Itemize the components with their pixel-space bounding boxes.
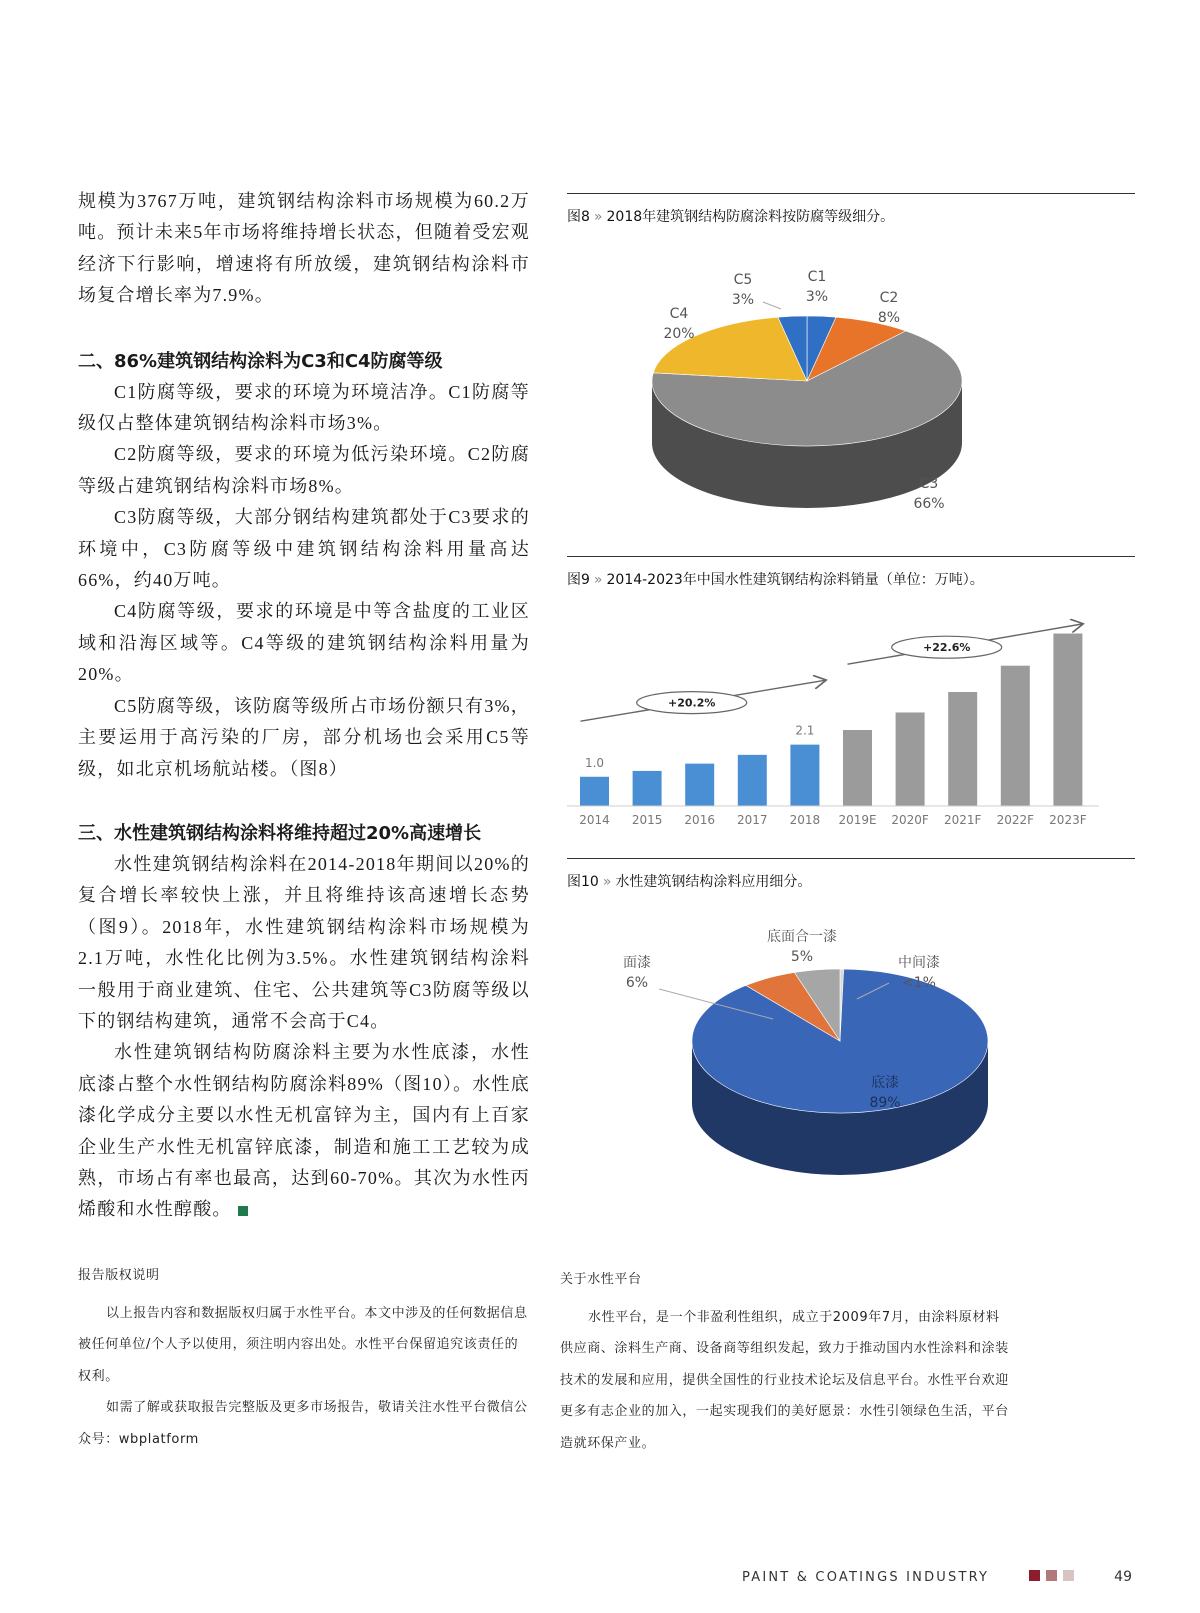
article-body [78, 186, 530, 1226]
paragraph-c3: C3防腐等级，大部分钢结构建筑都处于C3要求的环境中，C3防腐等级中建筑钢结构涂料用量高达66%，约40万吨。 [78, 507, 530, 591]
data-label-2014: 1.0 [584, 755, 605, 770]
pie-label-value-C4: 20% [663, 326, 695, 342]
x-tick-2016: 2016 [684, 813, 715, 827]
pie-label-name-底漆: 底漆 [871, 1075, 899, 1091]
copyright-follow: 如需了解或获取报告完整版及更多市场报告，敬请关注水性平台微信公众号：wbplatform [78, 1400, 528, 1447]
x-tick-2017: 2017 [737, 813, 768, 827]
page-number: 49 [1114, 1569, 1132, 1585]
pie-leader-line [763, 302, 781, 309]
section-heading-2: 二、86%建筑钢结构涂料为C3和C4防腐等级 [78, 350, 443, 372]
growth-label: +20.2% [668, 696, 716, 710]
figure-8-title: 2018年建筑钢结构防腐涂料按防腐等级细分。 [606, 209, 895, 225]
bar-2023F [1053, 634, 1082, 806]
bar-2014 [580, 777, 609, 806]
figure-8-rule [567, 193, 1135, 194]
paragraph-c4: C4防腐等级，要求的环境是中等含盐度的工业区域和沿海区域等。C4等级的建筑钢结构涂料用量为20%。 [78, 601, 530, 685]
paragraph-waterborne-primer [78, 1037, 530, 1225]
pie-chart-application [567, 891, 1135, 1191]
x-tick-2023F: 2023F [1049, 813, 1087, 827]
paragraph-c2: C2防腐等级，要求的环境为低污染环境。C2防腐等级占建筑钢结构涂料市场8%。 [78, 444, 530, 496]
x-tick-labels [579, 813, 1086, 827]
bars [580, 634, 1082, 806]
footer-square-icon [1029, 1570, 1040, 1581]
pie-label-name-C2: C2 [879, 290, 899, 306]
pie-label-value-中间漆: <1% [902, 975, 936, 991]
figure-9-number: 图9 [567, 572, 590, 588]
caption-arrow-icon: » [593, 209, 603, 225]
pie-label-name-中间漆: 中间漆 [898, 955, 940, 971]
footer-square-icon [1046, 1570, 1057, 1581]
x-tick-2018: 2018 [789, 813, 821, 827]
x-tick-2019E: 2019E [838, 813, 877, 827]
pie-label-name-C1: C1 [807, 269, 827, 285]
figure-10-caption [567, 871, 1135, 891]
pie-label-name-C5: C5 [733, 272, 753, 288]
pie-label-name-底面合一漆: 底面合一漆 [767, 929, 837, 945]
data-label-2018: 2.1 [795, 723, 815, 738]
paragraph-c5: C5防腐等级，该防腐等级所占市场份额只有3%，主要运用于高污染的厂房，部分机场也会采用C5等级，如北京机场航站楼。（图8） [78, 695, 530, 779]
bar-2020F [896, 712, 925, 806]
pie-label-value-底漆: 89% [869, 1095, 901, 1111]
paragraph-waterborne-growth: 水性建筑钢结构涂料在2014-2018年期间以20%的复合增长率较快上涨，并且将维持该高速增长态势（图9）。2018年，水性建筑钢结构涂料市场规模为2.1万吨，水性化比例为3.5%。水性建筑钢结构涂料一般用于商业建筑、住宅、公共建筑等C3防腐等级以下的钢结构建筑，通常不会高于C4。 [78, 853, 530, 1031]
pie-label-name-面漆: 面漆 [623, 955, 651, 971]
footer-squares [1023, 1570, 1074, 1585]
about-title: 关于水性平台 [560, 1272, 642, 1287]
footer-square-icon [1063, 1570, 1074, 1581]
copyright-text: 以上报告内容和数据版权归属于水性平台。本文中涉及的任何数据信息被任何单位/个人予以使用，须注明内容出处。水性平台保留追究该责任的权利。 [78, 1305, 528, 1384]
bar-2015 [633, 771, 662, 806]
figure-9-caption [567, 569, 1135, 589]
figure-9 [567, 556, 1135, 856]
paragraph-waterborne-primer-text: 水性建筑钢结构防腐涂料主要为水性底漆，水性底漆占整个水性钢结构防腐涂料89%（图10）。水性底漆化学成分主要以水性无机富锌为主，国内有上百家企业生产水性无机富锌底漆，制造和施工工艺较为成熟，市场占有率也最高，达到60-70%。其次为水性丙烯酸和水性醇酸。 [78, 1042, 530, 1220]
bar-2016 [685, 764, 714, 806]
pie-label-value-C2: 8% [877, 310, 901, 326]
x-tick-2014: 2014 [579, 813, 610, 827]
figure-8 [567, 193, 1135, 533]
caption-arrow-icon: » [593, 572, 603, 588]
figure-10 [567, 858, 1135, 1198]
journal-name: PAINT & COATINGS INDUSTRY [742, 1569, 990, 1585]
pie-label-value-底面合一漆: 5% [790, 949, 814, 965]
paragraph-c1: C1防腐等级，要求的环境为环境洁净。C1防腐等级仅占整体建筑钢结构涂料市场3%。 [78, 381, 530, 434]
figure-8-number: 图8 [567, 209, 590, 225]
x-tick-2020F: 2020F [891, 813, 929, 827]
pie-label-value-C1: 3% [805, 289, 829, 305]
end-mark-icon [238, 1206, 248, 1216]
copyright-note [78, 1260, 530, 1455]
figure-8-caption [567, 206, 1135, 226]
pie-label-value-C3: 66% [913, 496, 945, 512]
bar-2017 [738, 755, 767, 806]
figure-10-title: 水性建筑钢结构涂料应用细分。 [615, 874, 812, 890]
bar-2022F [1001, 666, 1030, 806]
about-note [560, 1264, 1012, 1459]
x-tick-2021F: 2021F [943, 813, 982, 827]
copyright-title: 报告版权说明 [78, 1268, 160, 1283]
about-text: 水性平台，是一个非盈利性组织，成立于2009年7月，由涂料原材料供应商、涂料生产商、设备商等组织发起，致力于推动国内水性涂料和涂装技术的发展和应用，提供全国性的行业技术论坛及信息平台。水性平台欢迎更多有志企业的加入，一起实现我们的美好愿景：水性引领绿色生活，平台造就环保产业。 [560, 1309, 1009, 1451]
pie-label-value-C5: 3% [731, 292, 755, 308]
figure-10-rule [567, 858, 1135, 859]
pie-label-name-C4: C4 [669, 306, 689, 322]
pie-top [692, 969, 988, 1113]
bar-2021F [948, 692, 977, 806]
pie-label-value-面漆: 6% [625, 975, 649, 991]
page-footer [742, 1569, 1132, 1585]
bar-2019E [843, 730, 872, 806]
paragraph-market-size: 规模为3767万吨，建筑钢结构涂料市场规模为60.2万吨。预计未来5年市场将维持增长状态，但随着受宏观经济下行影响，增速将有所放缓，建筑钢结构涂料市场复合增长率为7.9%。 [78, 191, 530, 306]
bar-chart-sales [567, 589, 1135, 839]
figure-10-number: 图10 [567, 874, 599, 890]
growth-label: +22.6% [923, 641, 971, 655]
figure-9-title: 2014-2023年中国水性建筑钢结构涂料销量（单位：万吨）。 [606, 572, 984, 588]
x-tick-2015: 2015 [631, 813, 663, 827]
pie-label-name-C3: C3 [919, 476, 939, 492]
pie-chart-c-grades [567, 226, 1135, 526]
pie-top [652, 316, 962, 446]
figure-9-rule [567, 556, 1135, 557]
data-labels [585, 724, 814, 770]
x-tick-2022F: 2022F [996, 813, 1035, 827]
section-heading-3: 三、水性建筑钢结构涂料将维持超过20%高速增长 [78, 822, 482, 844]
caption-arrow-icon: » [602, 874, 612, 890]
bar-2018 [790, 745, 819, 806]
